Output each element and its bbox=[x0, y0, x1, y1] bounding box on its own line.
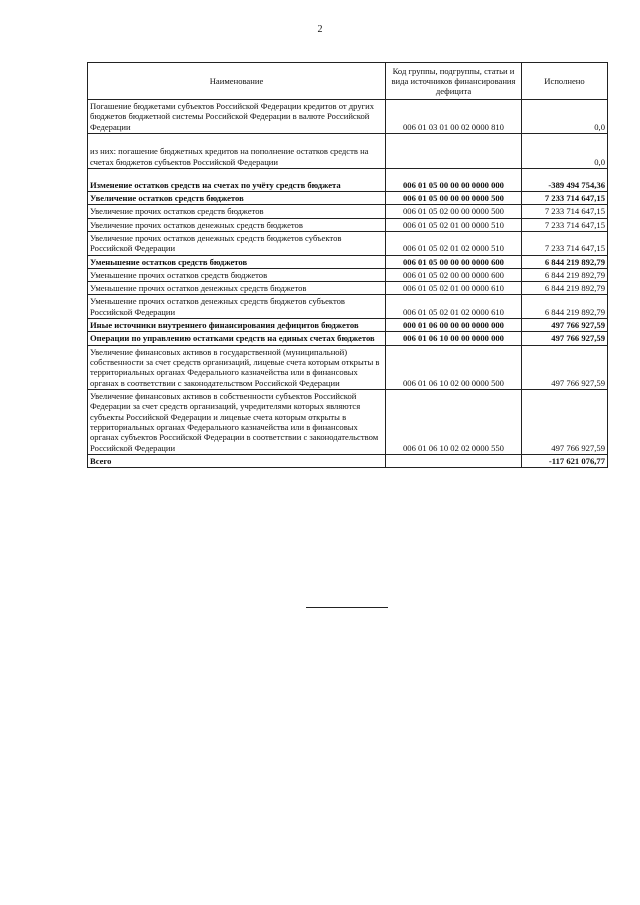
row-value: 7 233 714 647,15 bbox=[522, 205, 608, 218]
row-name: Уменьшение остатков средств бюджетов bbox=[88, 255, 386, 268]
row-value: 0,0 bbox=[522, 133, 608, 168]
row-value: 497 766 927,59 bbox=[522, 389, 608, 454]
row-value: 7 233 714 647,15 bbox=[522, 231, 608, 255]
row-code: 006 01 06 10 02 00 0000 500 bbox=[386, 345, 522, 389]
page-number: 2 bbox=[317, 24, 323, 35]
row-name: Уменьшение прочих остатков средств бюджетов bbox=[88, 268, 386, 281]
row-value: 0,0 bbox=[522, 100, 608, 134]
table-row bbox=[88, 282, 608, 295]
row-code: 006 01 03 01 00 02 0000 810 bbox=[386, 100, 522, 134]
table-row bbox=[88, 332, 608, 345]
row-value: 6 844 219 892,79 bbox=[522, 268, 608, 281]
row-code: 006 01 05 02 01 00 0000 510 bbox=[386, 218, 522, 231]
row-name: Изменение остатков средств на счетах по учёту средств бюджета bbox=[88, 168, 386, 191]
table-row bbox=[88, 389, 608, 454]
header-code: Код группы, подгруппы, статьи и вида источников финансирования дефицита bbox=[386, 63, 522, 100]
row-value: 497 766 927,59 bbox=[522, 319, 608, 332]
row-code: 006 01 06 10 00 00 0000 000 bbox=[386, 332, 522, 345]
row-name: Иные источники внутреннего финансирования дефицитов бюджетов bbox=[88, 319, 386, 332]
row-value: 6 844 219 892,79 bbox=[522, 282, 608, 295]
total-value: -117 621 076,77 bbox=[522, 454, 608, 467]
table-row bbox=[88, 100, 608, 134]
table-row bbox=[88, 133, 608, 168]
table-row bbox=[88, 191, 608, 204]
row-value: -389 494 754,36 bbox=[522, 168, 608, 191]
table-row bbox=[88, 268, 608, 281]
row-value: 7 233 714 647,15 bbox=[522, 218, 608, 231]
row-name: Увеличение финансовых активов в собственности субъектов Российской Федерации за счет средств организаций, учредителями которых являются субъекты Российской Федерации и лицевые счета которым открыты в территориальных органах Федерального казначейства или в финансовых органах субъектов Российской Федерации в соответствии с законодательством Российской Федерации bbox=[88, 389, 386, 454]
table-row bbox=[88, 345, 608, 389]
table-row bbox=[88, 231, 608, 255]
row-name: Увеличение прочих остатков денежных средств бюджетов bbox=[88, 218, 386, 231]
row-code: 006 01 05 02 01 02 0000 510 bbox=[386, 231, 522, 255]
table-header-row bbox=[88, 63, 608, 100]
row-name: Уменьшение прочих остатков денежных средств бюджетов bbox=[88, 282, 386, 295]
row-code: 006 01 05 02 01 00 0000 610 bbox=[386, 282, 522, 295]
row-code: 006 01 05 00 00 00 0000 500 bbox=[386, 191, 522, 204]
row-name: Операции по управлению остатками средств на единых счетах бюджетов bbox=[88, 332, 386, 345]
header-name: Наименование bbox=[88, 63, 386, 100]
row-code: 006 01 05 00 00 00 0000 600 bbox=[386, 255, 522, 268]
total-code bbox=[386, 454, 522, 467]
table-row bbox=[88, 295, 608, 319]
row-name: из них: погашение бюджетных кредитов на пополнение остатков средств на счетах бюджетов субъектов Российской Федерации bbox=[88, 133, 386, 168]
table-row bbox=[88, 255, 608, 268]
row-code: 006 01 05 02 00 00 0000 500 bbox=[386, 205, 522, 218]
row-code: 006 01 05 02 00 00 0000 600 bbox=[386, 268, 522, 281]
row-value: 7 233 714 647,15 bbox=[522, 191, 608, 204]
row-code: 006 01 05 00 00 00 0000 000 bbox=[386, 168, 522, 191]
table-row bbox=[88, 218, 608, 231]
row-code bbox=[386, 133, 522, 168]
row-code: 000 01 06 00 00 00 0000 000 bbox=[386, 319, 522, 332]
closing-separator-line bbox=[306, 607, 388, 608]
row-name: Увеличение остатков средств бюджетов bbox=[88, 191, 386, 204]
table-row bbox=[88, 168, 608, 191]
row-name: Погашение бюджетами субъектов Российской Федерации кредитов от других бюджетов бюджетной системы Российской Федерации в валюте Российской Федерации bbox=[88, 100, 386, 134]
budget-sources-table bbox=[87, 62, 608, 468]
row-code: 006 01 05 02 01 02 0000 610 bbox=[386, 295, 522, 319]
row-value: 497 766 927,59 bbox=[522, 332, 608, 345]
row-value: 6 844 219 892,79 bbox=[522, 255, 608, 268]
table-row bbox=[88, 205, 608, 218]
row-value: 6 844 219 892,79 bbox=[522, 295, 608, 319]
row-name: Увеличение прочих остатков денежных средств бюджетов субъектов Российской Федерации bbox=[88, 231, 386, 255]
header-executed: Исполнено bbox=[522, 63, 608, 100]
row-value: 497 766 927,59 bbox=[522, 345, 608, 389]
table-total-row bbox=[88, 454, 608, 467]
row-code: 006 01 06 10 02 02 0000 550 bbox=[386, 389, 522, 454]
row-name: Увеличение финансовых активов в государственной (муниципальной) собственности за счет средств организаций, лицевые счета которым открыты в территориальных органах Федерального казначейства или в финансовых органах в соответствии с законодательством Российской Федерации bbox=[88, 345, 386, 389]
table-row bbox=[88, 319, 608, 332]
row-name: Уменьшение прочих остатков денежных средств бюджетов субъектов Российской Федерации bbox=[88, 295, 386, 319]
total-label: Всего bbox=[88, 454, 386, 467]
row-name: Увеличение прочих остатков средств бюджетов bbox=[88, 205, 386, 218]
